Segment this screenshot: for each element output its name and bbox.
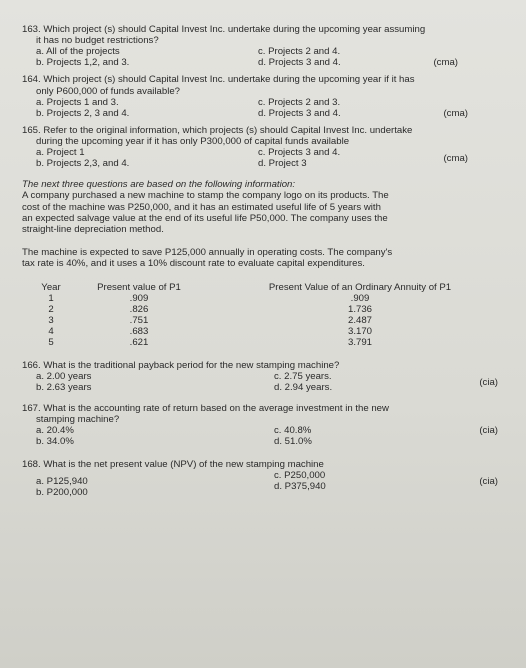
- question-165-options: [22, 147, 512, 169]
- option-a: a. Projects 1 and 3.: [36, 96, 119, 108]
- case-paragraph-2: [22, 247, 512, 269]
- stem-line: What is the net present value (NPV) of the new stamping machine: [43, 459, 324, 471]
- table-cell: .683: [129, 325, 149, 337]
- table-cell: 2: [48, 303, 54, 315]
- question-168: [22, 459, 512, 499]
- option-d: d. Project 3: [258, 158, 307, 170]
- table-cell: .909: [129, 292, 149, 304]
- question-166: [22, 360, 512, 393]
- stem-line: stamping machine?: [36, 414, 120, 426]
- question-166-stem: [22, 360, 512, 371]
- question-number: 168.: [22, 459, 41, 471]
- question-number: 163.: [22, 24, 41, 35]
- question-166-options: [22, 371, 512, 393]
- question-163-stem: [22, 24, 512, 46]
- table-row: [22, 293, 522, 304]
- stem-line: Which project (s) should Capital Invest Inc. undertake during the upcoming year assuming: [43, 24, 426, 35]
- table-cell: 4: [48, 325, 54, 337]
- option-c: c. Projects 3 and 4.: [258, 147, 341, 159]
- stem-line: Which project (s) should Capital Invest Inc. undertake during the upcoming year if it has: [43, 74, 415, 86]
- question-168-options: [22, 470, 512, 499]
- question-164: [22, 74, 512, 118]
- table-row: [22, 315, 522, 326]
- source-tag: (cma): [443, 153, 468, 165]
- question-164-options: [22, 97, 512, 119]
- stem-line: it has no budget restrictions?: [36, 35, 159, 47]
- source-tag: (cia): [479, 476, 498, 488]
- question-167: [22, 403, 512, 447]
- table-cell: .621: [129, 336, 149, 348]
- table-cell: 2.487: [347, 314, 372, 326]
- option-a: a. All of the projects: [36, 46, 120, 58]
- option-c: c. Projects 2 and 4.: [258, 46, 341, 58]
- question-163: [22, 24, 512, 68]
- option-b: b. Projects 1,2, and 3.: [36, 57, 130, 69]
- text-line: straight-line depreciation method.: [22, 224, 164, 236]
- case-heading: The next three questions are based on the following information:: [22, 179, 296, 191]
- option-a: a. P125,940: [36, 476, 88, 488]
- stem-line: What is the traditional payback period for the new stamping machine?: [43, 359, 340, 371]
- stem-line: during the upcoming year if it has only P300,000 of capital funds available: [36, 136, 350, 148]
- option-c: c. 2.75 years.: [274, 370, 332, 382]
- option-d: d. Projects 3 and 4.: [258, 57, 341, 69]
- source-tag: (cia): [479, 425, 498, 437]
- column-header-year: Year: [41, 281, 61, 293]
- question-167-stem: [22, 403, 512, 425]
- question-number: 166.: [22, 359, 41, 371]
- option-c: c. Projects 2 and 3.: [258, 96, 341, 108]
- option-c: c. P250,000: [274, 470, 326, 482]
- table-cell: 1: [48, 292, 54, 304]
- question-164-stem: [22, 74, 512, 96]
- table-cell: 3.170: [347, 325, 372, 337]
- table-cell: 3: [48, 314, 54, 326]
- option-b: b. 34.0%: [36, 436, 74, 448]
- present-value-table: [22, 282, 522, 348]
- question-167-options: [22, 425, 512, 447]
- question-163-options: [22, 46, 512, 68]
- stem-line: Refer to the original information, which projects (s) should Capital Invest Inc. undertake: [43, 124, 413, 136]
- option-d: d. Projects 3 and 4.: [258, 107, 341, 119]
- option-c: c. 40.8%: [274, 425, 312, 437]
- column-header-pv: Present value of P1: [97, 281, 181, 293]
- stem-line: What is the accounting rate of return based on the average investment in the new: [43, 402, 389, 414]
- question-165-stem: [22, 125, 512, 147]
- text-line: an expected salvage value at the end of its useful life P50,000. The company uses the: [22, 212, 388, 224]
- table-cell: 5: [48, 336, 54, 348]
- table-cell: 3.791: [347, 336, 372, 348]
- text-line: cost of the machine was P250,000, and it has an estimated useful life of 5 years with: [22, 201, 381, 213]
- option-d: d. 51.0%: [274, 436, 312, 448]
- option-a: a. Project 1: [36, 147, 85, 159]
- text-line: tax rate is 40%, and it uses a 10% discount rate to evaluate capital expenditures.: [22, 258, 365, 270]
- table-row: [22, 326, 522, 337]
- question-number: 167.: [22, 402, 41, 414]
- option-b: b. 2.63 years: [36, 381, 92, 393]
- table-header-row: [22, 282, 522, 293]
- column-header-pva: Present Value of an Ordinary Annuity of P1: [268, 281, 452, 293]
- source-tag: (cma): [443, 107, 468, 119]
- table-cell: .909: [350, 292, 370, 304]
- question-number: 164.: [22, 74, 41, 86]
- option-a: a. 20.4%: [36, 425, 74, 437]
- table-cell: .826: [129, 303, 149, 315]
- question-number: 165.: [22, 124, 41, 136]
- case-information: [22, 179, 512, 269]
- text-line: The machine is expected to save P125,000 annually in operating costs. The company's: [22, 247, 393, 259]
- table-row: [22, 337, 522, 348]
- stem-line: only P600,000 of funds available?: [36, 85, 181, 97]
- option-d: d. 2.94 years.: [274, 381, 333, 393]
- table-cell: 1.736: [347, 303, 372, 315]
- option-d: d. P375,940: [274, 481, 326, 493]
- option-a: a. 2.00 years: [36, 370, 92, 382]
- question-168-stem: [22, 459, 512, 470]
- text-line: A company purchased a new machine to stamp the company logo on its products. The: [22, 190, 389, 202]
- option-b: b. Projects 2, 3 and 4.: [36, 107, 130, 119]
- table-row: [22, 304, 522, 315]
- case-paragraph-1: [22, 190, 512, 235]
- option-b: b. P200,000: [36, 487, 88, 499]
- option-b: b. Projects 2,3, and 4.: [36, 158, 130, 170]
- question-165: [22, 125, 512, 169]
- source-tag: (cia): [479, 376, 498, 388]
- table-cell: .751: [129, 314, 149, 326]
- source-tag: (cma): [433, 57, 458, 69]
